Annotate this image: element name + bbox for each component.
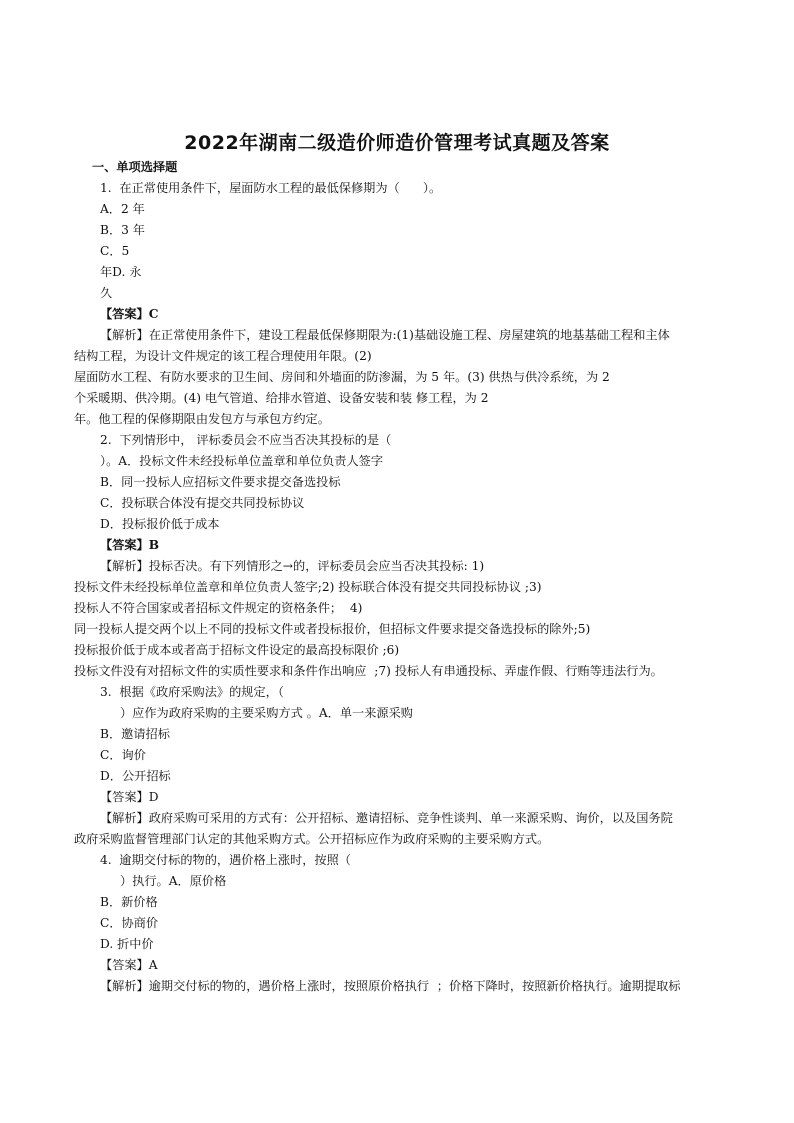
q2-answer: 【答案】B: [100, 538, 160, 552]
q1-option-a: A．2 年: [100, 202, 145, 216]
q3-option-d: D．公开招标: [100, 769, 171, 783]
q2-analysis-line: 投标人不符合国家或者招标文件规定的资格条件； 4): [74, 601, 363, 615]
q2-analysis: 【解析】投标否决。有下列情形之→的，评标委员会应当否决其投标: 1): [100, 559, 485, 573]
q1-analysis-line: 年。他工程的保修期限由发包方与承包方约定。: [74, 412, 330, 426]
q3-option-a: ）应作为政府采购的主要采购方式 。A．单一来源采购: [120, 706, 413, 720]
q1-option-b: B．3 年: [100, 223, 145, 237]
q3-analysis-line: 政府采购监督管理部门认定的其他采购方式。公开招标应作为政府采购的主要采购方式。: [74, 832, 550, 846]
q2-option-b: B．同一投标人应招标文件要求提交备选投标: [100, 475, 341, 489]
question-3: 3. 根据《政府采购法》的规定，（: [100, 685, 284, 699]
question-1: 1. 在正常使用条件下，屋面防水工程的最低保修期为（ ）。: [100, 181, 442, 195]
q4-answer: 【答案】A: [100, 958, 158, 972]
q1-option-d-cont: 久: [100, 286, 113, 300]
q2-analysis-line: 投标文件未经投标单位盖章和单位负责人签字;2) 投标联合体没有提交共同投标协议 ;3): [74, 580, 542, 594]
q4-option-b: B．新价格: [100, 895, 158, 909]
document-title: 2022年湖南二级造价师造价管理考试真题及答案: [184, 132, 610, 154]
q4-analysis: 【解析】逾期交付标的物的，遇价格上涨时，按照原价格执行 ；价格下降时，按照新价格执行。逾期提取标: [100, 979, 681, 993]
question-4: 4. 逾期交付标的物的，遇价格上涨时，按照（: [100, 853, 351, 867]
q2-analysis-line: 投标报价低于成本或者高于招标文件设定的最高投标限价 ;6): [74, 643, 400, 657]
question-2: 2. 下列情形中， 评标委员会不应当否决其投标的是（: [100, 433, 392, 447]
q4-option-d: D. 折中价: [100, 937, 154, 951]
q1-analysis-line: 结构工程，为设计文件规定的该工程合理使用年限。(2): [74, 349, 372, 363]
q1-analysis-line: 个采暖期、供冷期。(4) 电气管道、给排水管道、设备安装和装 修工程，为 2: [74, 391, 489, 405]
q1-option-c: C．5: [100, 244, 130, 258]
q2-option-c: C．投标联合体没有提交共同投标协议: [100, 496, 305, 510]
q2-option-d: D．投标报价低于成本: [100, 517, 220, 531]
q3-analysis: 【解析】政府采购可采用的方式有：公开招标、邀请招标、竞争性谈判、单一来源采购、询价，以及国务院: [100, 811, 673, 825]
q2-analysis-line: 同一投标人提交两个以上不同的投标文件或者投标报价，但招标文件要求提交备选投标的除外;5): [74, 622, 591, 636]
q1-option-d: 年D. 永: [100, 265, 142, 279]
q4-option-c: C．协商价: [100, 916, 159, 930]
q1-analysis: 【解析】在正常使用条件下，建设工程最低保修期限为:(1)基础设施工程、房屋建筑的地基基础工程和主体: [100, 328, 670, 342]
q3-answer: 【答案】D: [100, 790, 159, 804]
q1-answer: 【答案】C: [100, 307, 159, 321]
section-heading: 一、单项选择题: [92, 160, 178, 174]
q1-analysis-line: 屋面防水工程、有防水要求的卫生间、房间和外墙面的防渗漏，为 5 年。(3) 供热与供冷系统，为 2: [74, 370, 610, 384]
q3-option-c: C．询价: [100, 748, 146, 762]
q2-analysis-line: 投标文件没有对招标文件的实质性要求和条件作出响应 ;7) 投标人有串通投标、弄虚作假、行贿等违法行为。: [74, 664, 663, 678]
q3-option-b: B．邀请招标: [100, 727, 170, 741]
q4-option-a: ）执行。A．原价格: [120, 874, 227, 888]
q2-option-a: ）。A．投标文件未经投标单位盖章和单位负责人签字: [100, 454, 384, 468]
